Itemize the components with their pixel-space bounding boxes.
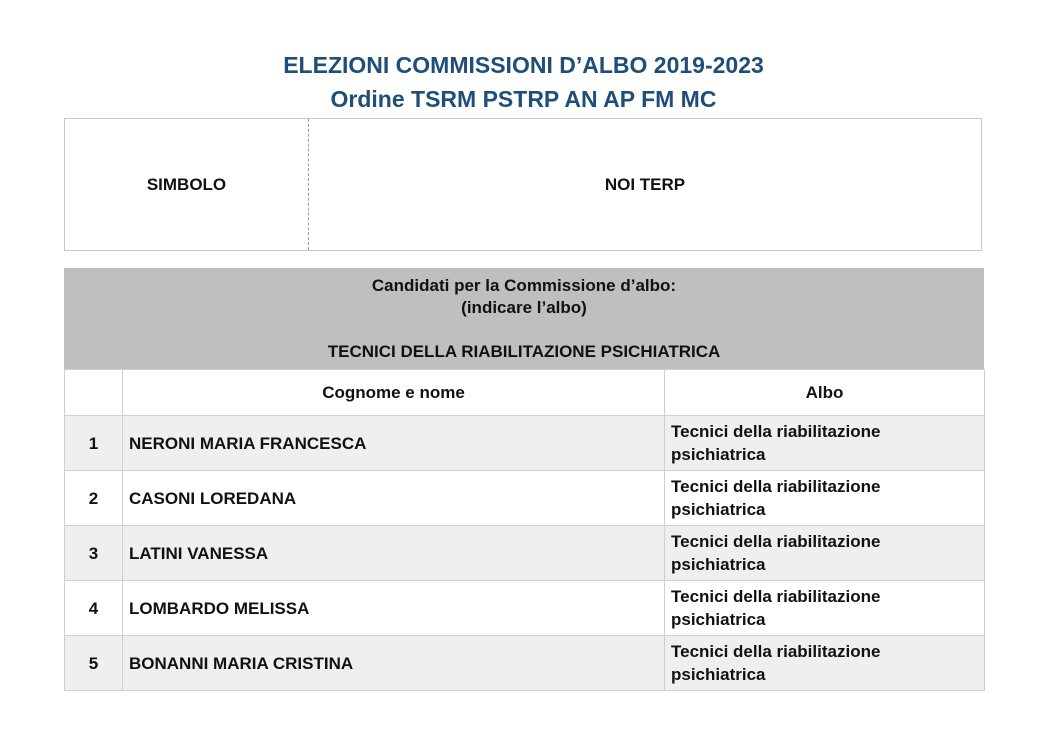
candidates-table: [64, 369, 985, 691]
row-number: 2: [65, 471, 123, 526]
title-line-1: ELEZIONI COMMISSIONI D’ALBO 2019-2023: [283, 52, 764, 78]
row-albo: Tecnici della riabilitazione psichiatrica: [665, 636, 985, 691]
row-albo: Tecnici della riabilitazione psichiatrica: [665, 526, 985, 581]
row-name: LATINI VANESSA: [123, 526, 665, 581]
row-number: 1: [65, 416, 123, 471]
title-line-2: Ordine TSRM PSTRP AN AP FM MC: [330, 86, 717, 112]
candidates-header-line-2: (indicare l’albo): [461, 298, 587, 317]
symbol-cell: [65, 119, 309, 250]
row-number: 3: [65, 526, 123, 581]
row-albo: Tecnici della riabilitazione psichiatrica: [665, 471, 985, 526]
table-row: [65, 471, 985, 526]
candidates-section: [64, 268, 984, 691]
row-name: NERONI MARIA FRANCESCA: [123, 416, 665, 471]
row-number: 5: [65, 636, 123, 691]
table-header-row: [65, 370, 985, 416]
candidates-header-line-1: Candidati per la Commissione d’albo:: [371, 276, 677, 295]
row-name: CASONI LOREDANA: [123, 471, 665, 526]
row-albo: Tecnici della riabilitazione psichiatrica: [665, 581, 985, 636]
symbol-box: [64, 118, 982, 251]
candidates-header: [64, 268, 984, 369]
table-row: [65, 526, 985, 581]
row-number: 4: [65, 581, 123, 636]
column-header-name: Cognome e nome: [123, 370, 665, 416]
list-name: NOI TERP: [604, 174, 686, 194]
table-row: [65, 416, 985, 471]
column-header-albo: Albo: [665, 370, 985, 416]
row-albo: Tecnici della riabilitazione psichiatrica: [665, 416, 985, 471]
document-title: [0, 48, 1047, 116]
column-header-number: [65, 370, 123, 416]
row-name: LOMBARDO MELISSA: [123, 581, 665, 636]
symbol-label: SIMBOLO: [146, 174, 227, 194]
table-row: [65, 636, 985, 691]
row-name: BONANNI MARIA CRISTINA: [123, 636, 665, 691]
candidates-header-albo: TECNICI DELLA RIABILITAZIONE PSICHIATRICA: [327, 342, 721, 361]
list-name-cell: [309, 119, 981, 250]
table-row: [65, 581, 985, 636]
